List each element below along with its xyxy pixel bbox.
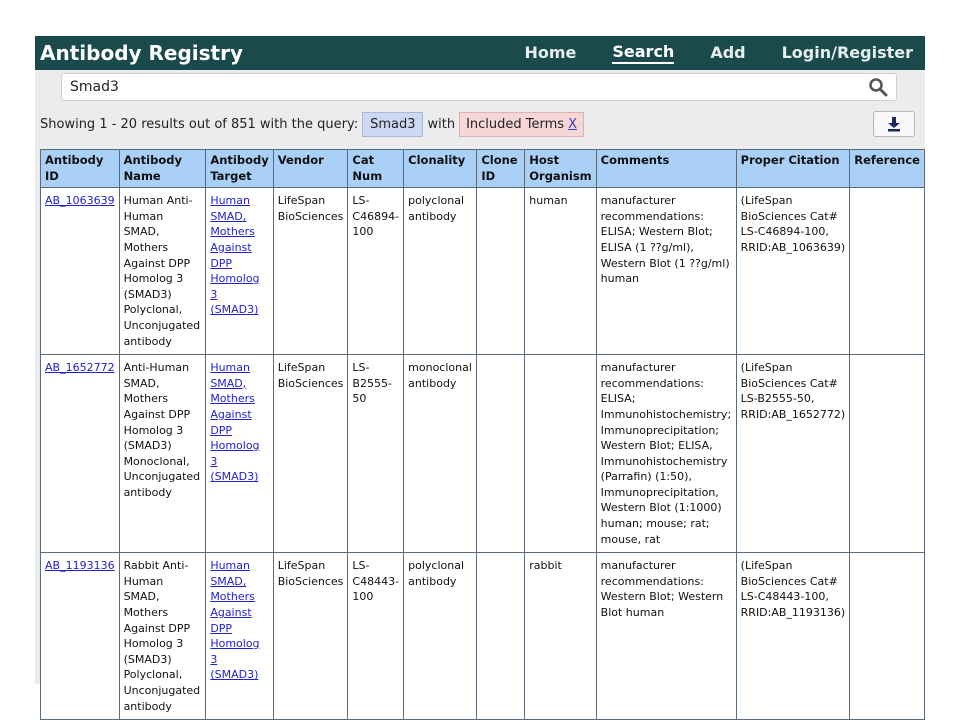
table-row <box>41 188 925 355</box>
included-terms-label: Included Terms <box>466 116 565 132</box>
main-nav <box>488 36 913 70</box>
nav-add[interactable]: Add <box>710 43 746 62</box>
cell-comments: manufacturer recommendations: Western Blot; Western Blot human <box>596 553 736 720</box>
cell-clone-id <box>477 355 525 553</box>
search-input[interactable] <box>70 79 866 95</box>
column-header[interactable]: Antibody Target <box>206 150 273 188</box>
query-chip: Smad3 <box>362 112 423 137</box>
search-icon <box>868 77 888 97</box>
cell-antibody-target <box>206 553 273 720</box>
cell-cat-num: LS-C48443-100 <box>348 553 404 720</box>
antibody-target-link[interactable]: Human SMAD, Mothers Against DPP Homolog 3 (SMAD3) <box>210 361 260 484</box>
cell-reference <box>850 188 925 355</box>
cell-host-organism: human <box>525 188 596 355</box>
cell-reference <box>850 553 925 720</box>
cell-comments: manufacturer recommendations: ELISA; Western Blot; ELISA (1 ??g/ml), Western Blot (1 ??g/ml) human <box>596 188 736 355</box>
search-button[interactable] <box>866 75 890 99</box>
cell-host-organism <box>525 355 596 553</box>
nav-login-register[interactable]: Login/Register <box>781 43 913 62</box>
app-window <box>35 36 925 713</box>
results-count-text: Showing 1 - 20 results out of 851 with the query: <box>40 116 359 132</box>
column-header[interactable]: Clonality <box>404 150 477 188</box>
remove-terms-link[interactable]: X <box>568 116 577 132</box>
cell-clonality: polyclonal antibody <box>404 188 477 355</box>
download-button[interactable] <box>873 111 915 137</box>
cell-cat-num: LS-B2555-50 <box>348 355 404 553</box>
cell-cat-num: LS-C46894-100 <box>348 188 404 355</box>
cell-vendor: LifeSpan BioSciences <box>273 553 348 720</box>
antibody-id-link[interactable]: AB_1193136 <box>45 559 115 573</box>
antibody-id-link[interactable]: AB_1652772 <box>45 361 115 375</box>
cell-antibody-id <box>41 355 120 553</box>
with-label: with <box>427 116 456 132</box>
cell-proper-citation: (LifeSpan BioSciences Cat# LS-C46894-100, RRID:AB_1063639) <box>736 188 850 355</box>
cell-comments: manufacturer recommendations: ELISA; Immunohistochemistry; Immunoprecipitation; Western Blot; ELISA, Immunohistochemistry (Parrafin) (1:50), Immunoprecipitation, Western Blot (1:1000) human; mouse; rat; mouse, rat <box>596 355 736 553</box>
column-header[interactable]: Host Organism <box>525 150 596 188</box>
cell-antibody-id <box>41 553 120 720</box>
app-title: Antibody Registry <box>40 41 244 65</box>
results-table <box>40 149 925 720</box>
cell-antibody-name: Anti-Human SMAD, Mothers Against DPP Homolog 3 (SMAD3) Monoclonal, Unconjugated antibody <box>119 355 206 553</box>
column-header[interactable]: Reference <box>850 150 925 188</box>
table-row <box>41 553 925 720</box>
cell-clone-id <box>477 553 525 720</box>
table-header-row <box>41 150 925 188</box>
cell-proper-citation: (LifeSpan BioSciences Cat# LS-B2555-50, RRID:AB_1652772) <box>736 355 850 553</box>
cell-antibody-name: Human Anti-Human SMAD, Mothers Against DPP Homolog 3 (SMAD3) Polyclonal, Unconjugated antibody <box>119 188 206 355</box>
cell-clonality: polyclonal antibody <box>404 553 477 720</box>
cell-vendor: LifeSpan BioSciences <box>273 188 348 355</box>
column-header[interactable]: Antibody Name <box>119 150 206 188</box>
table-row <box>41 355 925 553</box>
cell-antibody-target <box>206 355 273 553</box>
column-header[interactable]: Proper Citation <box>736 150 850 188</box>
column-header[interactable]: Cat Num <box>348 150 404 188</box>
cell-reference <box>850 355 925 553</box>
search-bar <box>61 73 897 101</box>
cell-antibody-id <box>41 188 120 355</box>
cell-antibody-name: Rabbit Anti-Human SMAD, Mothers Against DPP Homolog 3 (SMAD3) Polyclonal, Unconjugated antibody <box>119 553 206 720</box>
cell-vendor: LifeSpan BioSciences <box>273 355 348 553</box>
cell-clonality: monoclonal antibody <box>404 355 477 553</box>
column-header[interactable]: Comments <box>596 150 736 188</box>
cell-antibody-target <box>206 188 273 355</box>
top-navigation-bar <box>35 36 925 70</box>
antibody-target-link[interactable]: Human SMAD, Mothers Against DPP Homolog 3 (SMAD3) <box>210 559 260 682</box>
results-summary <box>40 110 915 138</box>
cell-host-organism: rabbit <box>525 553 596 720</box>
antibody-target-link[interactable]: Human SMAD, Mothers Against DPP Homolog 3 (SMAD3) <box>210 194 260 317</box>
cell-clone-id <box>477 188 525 355</box>
column-header[interactable]: Antibody ID <box>41 150 120 188</box>
column-header[interactable]: Vendor <box>273 150 348 188</box>
nav-search[interactable]: Search <box>612 42 674 64</box>
cell-proper-citation: (LifeSpan BioSciences Cat# LS-C48443-100, RRID:AB_1193136) <box>736 553 850 720</box>
included-terms-chip <box>459 112 584 137</box>
antibody-id-link[interactable]: AB_1063639 <box>45 194 115 208</box>
column-header[interactable]: Clone ID <box>477 150 525 188</box>
nav-home[interactable]: Home <box>524 43 577 62</box>
download-icon <box>887 116 901 132</box>
